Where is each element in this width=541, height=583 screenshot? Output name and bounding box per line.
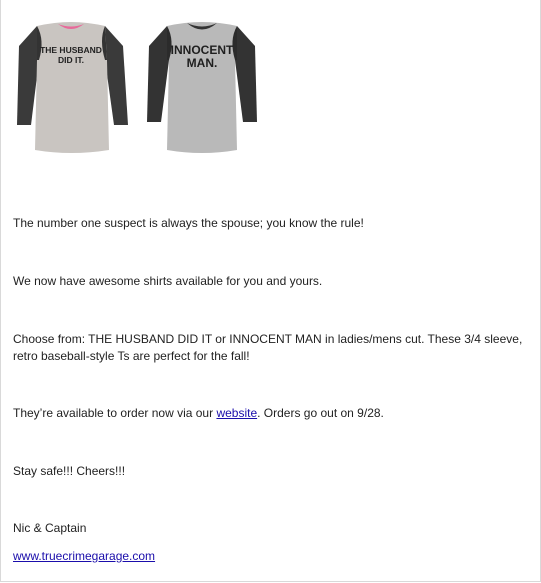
left-shirt-print-line1: THE HUSBAND [40, 45, 102, 55]
paragraph-suspect: The number one suspect is always the spouse; you know the rule! [13, 216, 364, 230]
shirt-innocent-man [147, 22, 257, 153]
paragraph-choose-from: Choose from: THE HUSBAND DID IT or INNOCENT MAN in ladies/mens cut. These 3/4 sleeve, retro baseball-style Ts are perfect for the fall! [13, 332, 523, 363]
order-text-after: . Orders go out on 9/28. [257, 406, 384, 420]
left-shirt-print-line2: DID IT. [58, 55, 84, 65]
paragraph-order-now [13, 405, 528, 422]
right-shirt-print-line2: MAN. [186, 56, 218, 70]
signature: Nic & Captain [13, 521, 87, 535]
shirt-the-husband-did-it [17, 22, 128, 153]
site-url-line [13, 548, 528, 565]
website-link[interactable]: website [216, 406, 258, 420]
order-text-before: They’re available to order now via our [13, 406, 217, 420]
paragraph-shirts-available: We now have awesome shirts available for you and yours. [13, 274, 323, 288]
site-url-link[interactable]: www.truecrimegarage.com [13, 549, 156, 563]
shirts-product-image [15, 20, 265, 158]
paragraph-stay-safe: Stay safe!!! Cheers!!! [13, 464, 126, 478]
right-shirt-print-line1: INNOCENT [170, 43, 234, 57]
